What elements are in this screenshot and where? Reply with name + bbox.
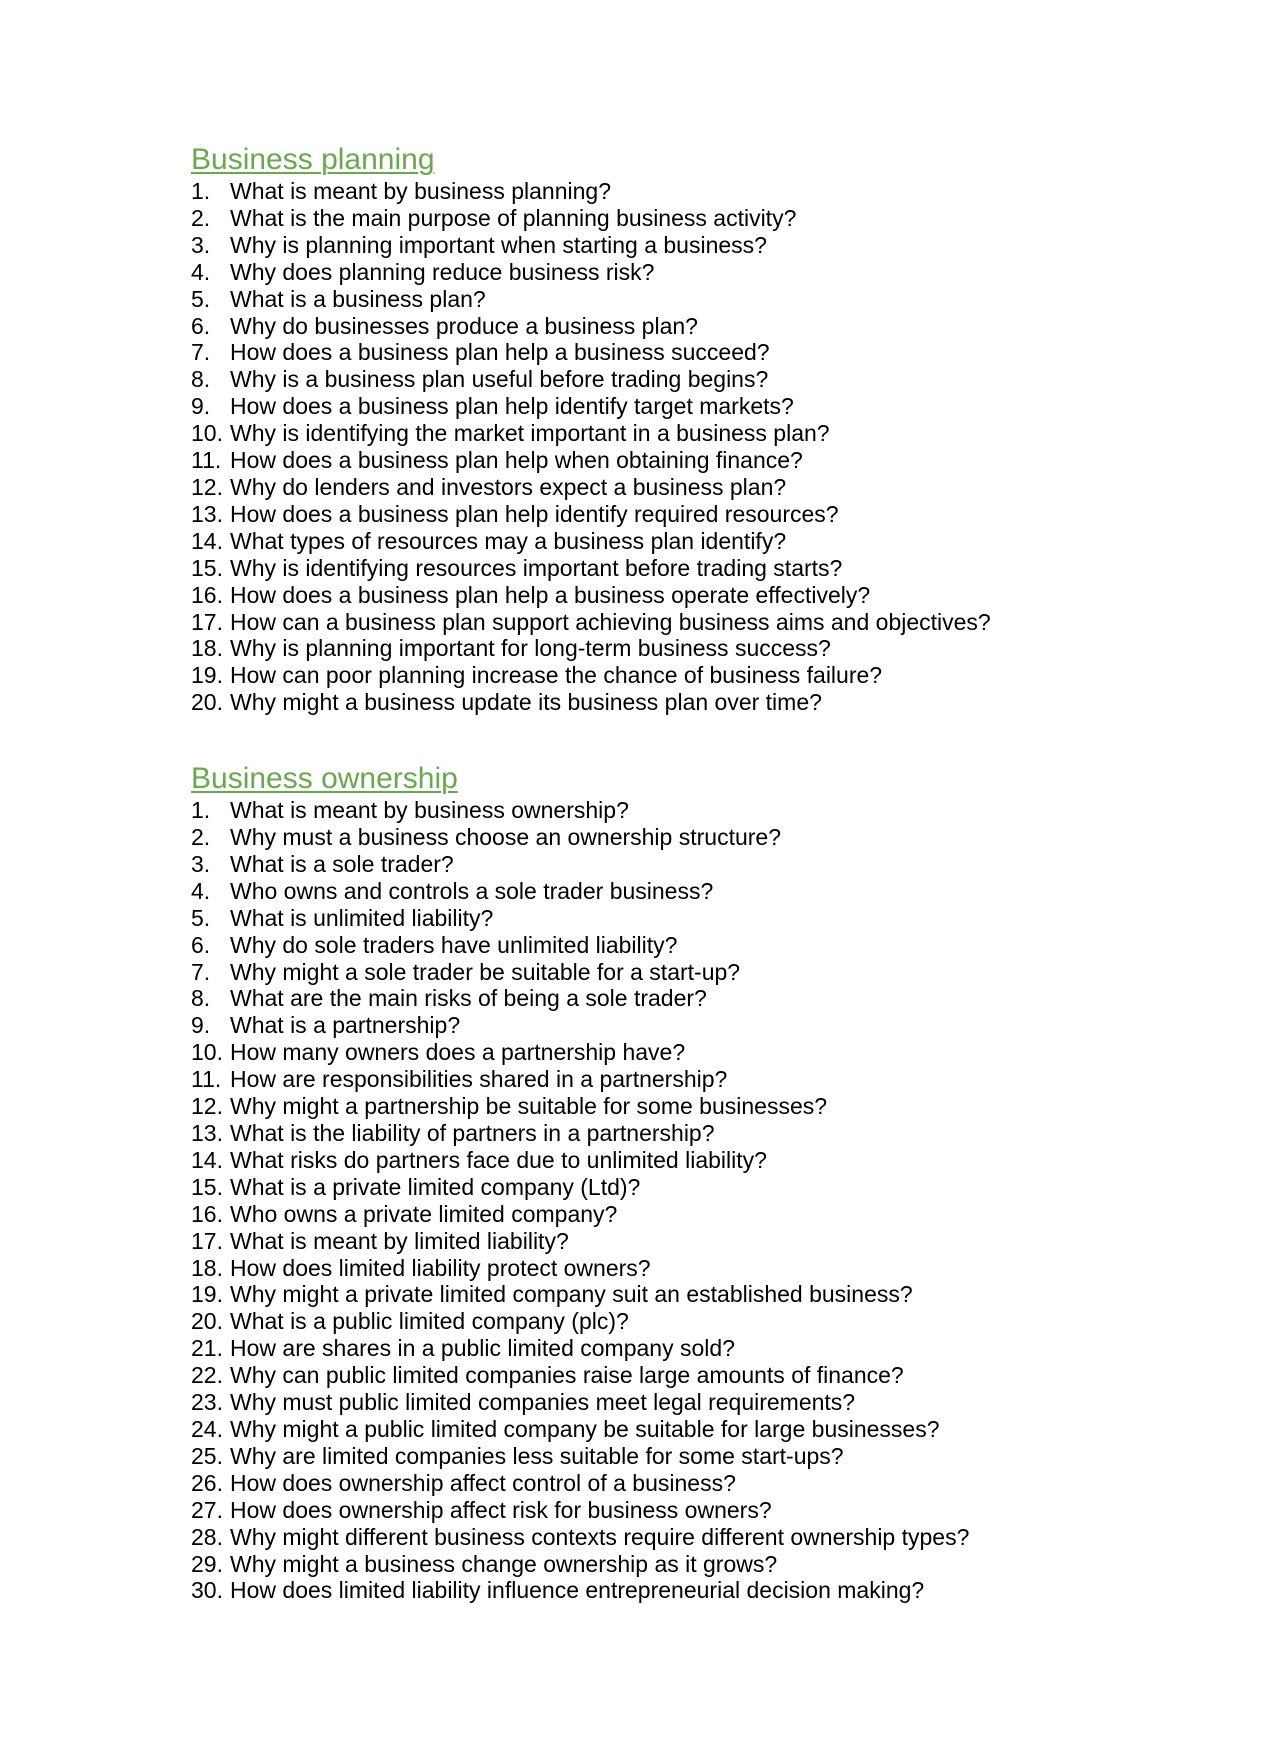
question-text: How does a business plan help identify required resources? <box>230 500 839 527</box>
question-text: What is a business plan? <box>230 285 486 312</box>
list-item <box>191 1470 1211 1497</box>
question-text: Why is planning important for long-term business success? <box>230 635 831 662</box>
question-text: How does a business plan help a business succeed? <box>230 339 770 366</box>
list-item <box>191 1577 1211 1604</box>
section-heading[interactable]: Business planning <box>191 143 435 176</box>
question-text: Who owns a private limited company? <box>230 1200 618 1227</box>
list-item <box>191 474 1211 501</box>
question-text: Why do businesses produce a business plan? <box>230 312 698 339</box>
list-item <box>191 635 1211 662</box>
question-text: How are responsibilities shared in a partnership? <box>230 1066 728 1093</box>
list-item <box>191 1201 1211 1228</box>
list-item <box>191 609 1211 636</box>
question-number: 2. <box>191 204 211 231</box>
list-item <box>191 985 1211 1012</box>
question-number: 12. <box>191 473 223 500</box>
question-text: What types of resources may a business plan identify? <box>230 527 787 554</box>
question-number: 17. <box>191 608 223 635</box>
question-text: How does ownership affect control of a business? <box>230 1469 736 1496</box>
question-text: What is the main purpose of planning business activity? <box>230 204 797 231</box>
question-number: 13. <box>191 1120 223 1146</box>
list-item <box>191 1012 1211 1039</box>
list-item <box>191 1228 1211 1255</box>
question-number: 29. <box>191 1550 223 1577</box>
list-item <box>191 1416 1211 1443</box>
question-text: Why do lenders and investors expect a business plan? <box>230 473 787 500</box>
list-item <box>191 1093 1211 1120</box>
question-text: Why might a partnership be suitable for some businesses? <box>230 1093 828 1120</box>
question-number: 15. <box>191 1173 223 1200</box>
question-number: 6. <box>191 312 211 339</box>
list-item <box>191 851 1211 878</box>
question-text: How many owners does a partnership have? <box>230 1039 686 1066</box>
question-text: Why must public limited companies meet legal requirements? <box>230 1389 856 1416</box>
question-number: 9. <box>191 1012 211 1039</box>
question-number: 3. <box>191 850 211 877</box>
list-item <box>191 528 1211 555</box>
list-item <box>191 232 1211 259</box>
question-text: How can a business plan support achieving business aims and objectives? <box>230 608 991 635</box>
question-number: 27. <box>191 1496 223 1523</box>
question-text: How are shares in a public limited company sold? <box>230 1335 735 1362</box>
question-text: What is meant by limited liability? <box>230 1227 569 1254</box>
question-number: 11. <box>191 447 222 474</box>
question-number: 28. <box>191 1523 223 1550</box>
question-number: 23. <box>191 1389 223 1416</box>
question-number: 22. <box>191 1362 223 1389</box>
list-item <box>191 878 1211 905</box>
question-number: 10. <box>191 420 223 447</box>
question-list <box>191 797 1211 1604</box>
list-item <box>191 824 1211 851</box>
question-text: Why might a public limited company be suitable for large businesses? <box>230 1415 940 1442</box>
list-item <box>191 1174 1211 1201</box>
question-number: 17. <box>191 1227 223 1254</box>
question-number: 7. <box>191 958 211 985</box>
list-item <box>191 959 1211 986</box>
question-text: Why must a business choose an ownership structure? <box>230 824 781 851</box>
question-number: 7. <box>191 339 211 366</box>
list-item <box>191 555 1211 582</box>
question-text: Why is identifying the market important in a business plan? <box>230 420 830 447</box>
list-item <box>191 313 1211 340</box>
question-text: How does a business plan help a business operate effectively? <box>230 581 871 608</box>
question-number: 30. <box>191 1577 223 1604</box>
question-text: Why is identifying resources important before trading starts? <box>230 554 843 581</box>
question-number: 16. <box>191 581 223 608</box>
section-business-planning <box>191 142 1211 716</box>
list-item <box>191 1281 1211 1308</box>
list-item <box>191 366 1211 393</box>
question-number: 4. <box>191 877 211 904</box>
question-number: 13. <box>191 500 223 527</box>
question-number: 12. <box>191 1093 223 1120</box>
document-page <box>191 142 1211 1604</box>
question-number: 6. <box>191 931 211 958</box>
list-item <box>191 447 1211 474</box>
list-item <box>191 1524 1211 1551</box>
question-text: Why can public limited companies raise large amounts of finance? <box>230 1362 904 1389</box>
question-number: 20. <box>191 689 223 716</box>
question-number: 4. <box>191 258 211 285</box>
question-text: How does ownership affect risk for business owners? <box>230 1496 772 1523</box>
list-item <box>191 393 1211 420</box>
question-text: Why does planning reduce business risk? <box>230 258 655 285</box>
section-heading[interactable]: Business ownership <box>191 762 458 796</box>
question-number: 25. <box>191 1442 223 1469</box>
question-text: What is the liability of partners in a partnership? <box>230 1120 715 1146</box>
question-text: How does limited liability influence entrepreneurial decision making? <box>230 1577 925 1604</box>
question-number: 10. <box>191 1039 223 1066</box>
list-item <box>191 1039 1211 1066</box>
question-text: What is meant by business planning? <box>230 178 611 204</box>
question-text: What is unlimited liability? <box>230 904 494 931</box>
list-item <box>191 1443 1211 1470</box>
question-text: What is a sole trader? <box>230 850 454 877</box>
list-item <box>191 1120 1211 1147</box>
list-item <box>191 259 1211 286</box>
list-item <box>191 1551 1211 1578</box>
question-text: Why might a sole trader be suitable for a start-up? <box>230 958 741 985</box>
question-number: 16. <box>191 1200 223 1227</box>
question-number: 9. <box>191 393 211 420</box>
list-item <box>191 932 1211 959</box>
list-item <box>191 1362 1211 1389</box>
list-item <box>191 1147 1211 1174</box>
question-text: Why is planning important when starting a business? <box>230 231 767 258</box>
list-item <box>191 1389 1211 1416</box>
question-number: 15. <box>191 554 223 581</box>
list-item <box>191 689 1211 716</box>
section-spacer <box>191 716 1211 761</box>
question-text: What is a public limited company (plc)? <box>230 1308 629 1335</box>
list-item <box>191 1497 1211 1524</box>
question-text: How does limited liability protect owners? <box>230 1254 651 1281</box>
question-text: What risks do partners face due to unlimited liability? <box>230 1146 767 1173</box>
question-number: 19. <box>191 1281 223 1308</box>
list-item <box>191 286 1211 313</box>
question-text: Why might a private limited company suit an established business? <box>230 1281 913 1308</box>
list-item <box>191 178 1211 205</box>
question-number: 8. <box>191 366 211 393</box>
question-text: What is a partnership? <box>230 1012 461 1039</box>
question-text: How can poor planning increase the chance of business failure? <box>230 662 883 689</box>
question-text: Why might different business contexts require different ownership types? <box>230 1523 970 1550</box>
list-item <box>191 339 1211 366</box>
question-number: 21. <box>191 1335 223 1362</box>
question-text: Why might a business update its business plan over time? <box>230 689 822 716</box>
question-list <box>191 178 1211 716</box>
question-number: 5. <box>191 904 211 931</box>
question-number: 5. <box>191 285 211 312</box>
list-item <box>191 420 1211 447</box>
question-text: Why might a business change ownership as it grows? <box>230 1550 778 1577</box>
question-text: What is a private limited company (Ltd)? <box>230 1173 641 1200</box>
question-text: How does a business plan help when obtaining finance? <box>230 447 803 474</box>
question-number: 18. <box>191 635 223 662</box>
list-item <box>191 905 1211 932</box>
question-text: What are the main risks of being a sole trader? <box>230 985 707 1012</box>
list-item <box>191 501 1211 528</box>
list-item <box>191 1335 1211 1362</box>
question-text: Why is a business plan useful before trading begins? <box>230 366 769 393</box>
question-text: Why do sole traders have unlimited liability? <box>230 931 678 958</box>
list-item <box>191 1308 1211 1335</box>
list-item <box>191 797 1211 824</box>
question-number: 1. <box>191 797 211 824</box>
list-item <box>191 1066 1211 1093</box>
question-text: What is meant by business ownership? <box>230 797 629 824</box>
question-number: 19. <box>191 662 223 689</box>
question-number: 14. <box>191 1146 223 1173</box>
question-number: 11. <box>191 1066 222 1093</box>
question-number: 2. <box>191 824 211 851</box>
list-item <box>191 662 1211 689</box>
list-item <box>191 1255 1211 1282</box>
question-text: Why are limited companies less suitable for some start-ups? <box>230 1442 844 1469</box>
question-number: 20. <box>191 1308 223 1335</box>
question-text: How does a business plan help identify target markets? <box>230 393 794 420</box>
question-number: 3. <box>191 231 211 258</box>
question-number: 18. <box>191 1254 223 1281</box>
question-text: Who owns and controls a sole trader business? <box>230 877 714 904</box>
question-number: 26. <box>191 1469 223 1496</box>
question-number: 8. <box>191 985 211 1012</box>
question-number: 14. <box>191 527 223 554</box>
list-item <box>191 582 1211 609</box>
section-business-ownership <box>191 761 1211 1604</box>
list-item <box>191 205 1211 232</box>
question-number: 24. <box>191 1415 223 1442</box>
question-number: 1. <box>191 178 211 204</box>
